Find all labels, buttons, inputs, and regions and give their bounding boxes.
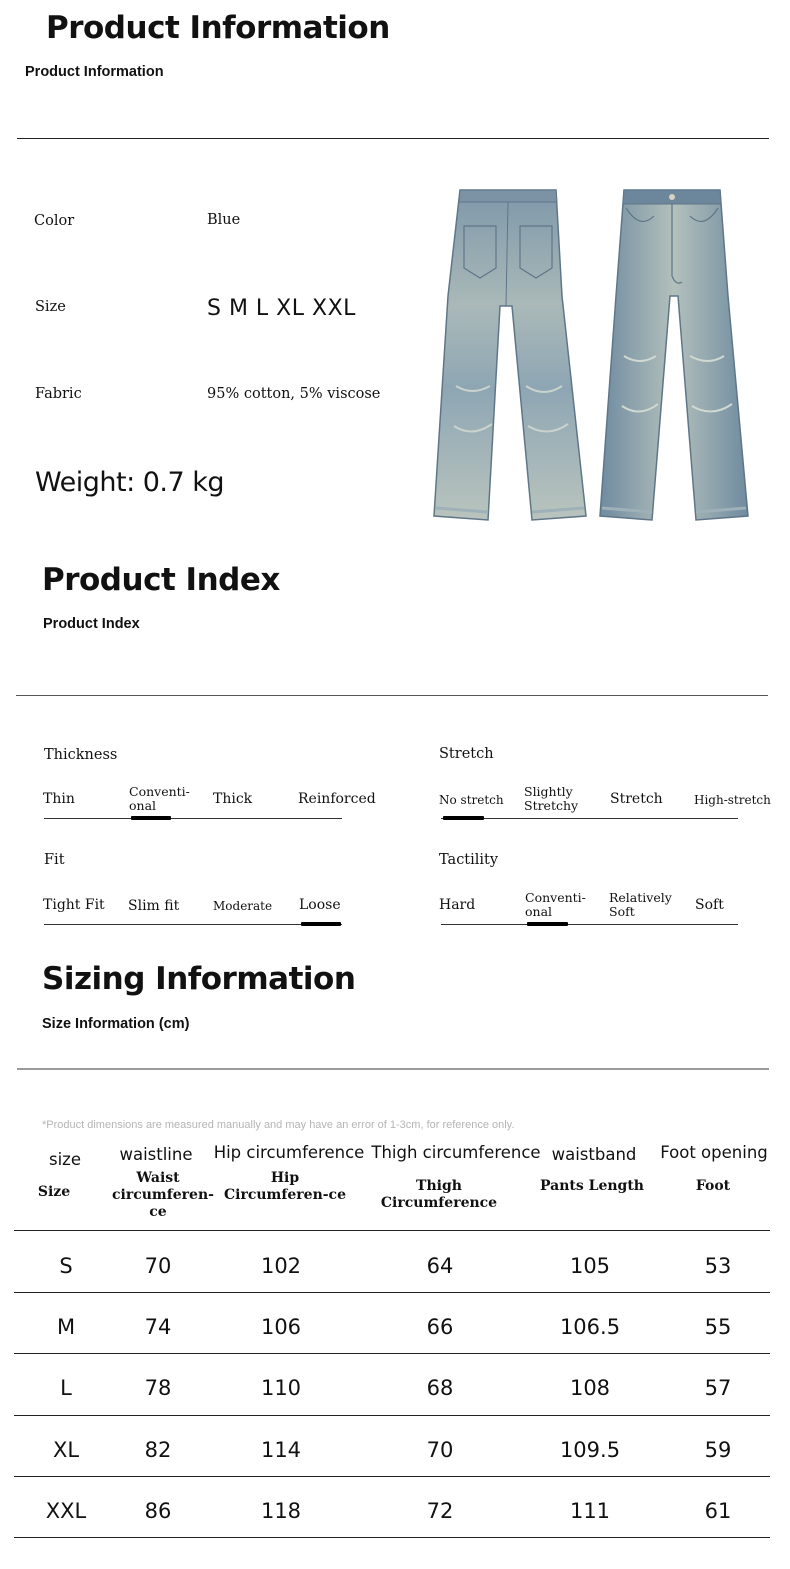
thickness-label: Thickness xyxy=(44,747,118,763)
row-divider xyxy=(14,1415,770,1416)
cell-waist: 74 xyxy=(144,1315,172,1340)
thickness-option-conventional: Conventi-onal xyxy=(129,784,190,813)
product-information-title: Product Information xyxy=(46,10,390,46)
subheader-thigh: Thigh Circumference xyxy=(380,1178,498,1211)
subheader-pants-length: Pants Length xyxy=(540,1178,644,1194)
product-information-subtitle: Product Information xyxy=(25,64,164,80)
cell-size: L xyxy=(60,1376,72,1401)
cell-waist: 70 xyxy=(144,1254,172,1278)
row-divider xyxy=(14,1537,770,1538)
cell-size: S xyxy=(59,1254,73,1278)
fit-label: Fit xyxy=(44,852,65,868)
cell-pants-length: 106.5 xyxy=(559,1315,621,1340)
section-divider xyxy=(17,138,769,139)
stretch-option-slightly-stretchy: Slightly Stretchy xyxy=(524,784,579,813)
tactility-selected-marker xyxy=(527,922,568,926)
stretch-option-no-stretch: No stretch xyxy=(439,793,504,807)
tactility-option-hard: Hard xyxy=(439,897,476,913)
header-hip-circumference: Hip circumference xyxy=(213,1143,365,1162)
cell-hip: 110 xyxy=(260,1376,302,1401)
cell-waist: 86 xyxy=(144,1498,172,1523)
cell-foot: 59 xyxy=(704,1437,732,1462)
section-divider xyxy=(17,1068,769,1070)
cell-pants-length: 109.5 xyxy=(559,1437,621,1462)
header-waistband: waistband xyxy=(551,1145,637,1164)
stretch-scale xyxy=(441,818,738,819)
sizing-information-title: Sizing Information xyxy=(42,961,356,997)
row-divider xyxy=(14,1476,770,1477)
cell-thigh: 72 xyxy=(426,1498,454,1523)
tactility-label: Tactility xyxy=(439,852,499,868)
thickness-option-thin: Thin xyxy=(43,791,75,807)
cell-size: XL xyxy=(52,1437,80,1462)
tactility-option-relatively-soft: Relatively Soft xyxy=(609,890,672,919)
cell-pants-length: 111 xyxy=(569,1498,611,1523)
fabric-label: Fabric xyxy=(35,386,82,402)
cell-thigh: 70 xyxy=(426,1437,454,1462)
cell-waist: 82 xyxy=(144,1437,172,1462)
cell-foot: 55 xyxy=(704,1315,732,1340)
header-waistline: waistline xyxy=(119,1145,193,1164)
fit-selected-marker xyxy=(301,922,341,926)
header-size: size xyxy=(49,1150,81,1169)
subheader-hip: Hip Circumferen-ce xyxy=(224,1170,346,1203)
cell-foot: 57 xyxy=(704,1376,732,1401)
cell-waist: 78 xyxy=(144,1376,172,1401)
row-divider xyxy=(14,1353,770,1354)
jeans-front-icon xyxy=(600,190,748,520)
weight-text: Weight: 0.7 kg xyxy=(35,467,225,498)
cell-size: M xyxy=(56,1315,76,1340)
stretch-label: Stretch xyxy=(439,746,494,762)
sizing-information-subtitle: Size Information (cm) xyxy=(42,1016,190,1032)
section-divider xyxy=(16,695,768,696)
tactility-scale xyxy=(441,924,738,925)
thickness-scale xyxy=(44,818,342,819)
tactility-option-conventional: Conventi-onal xyxy=(525,890,586,919)
subheader-waist: Waist circumferen-ce xyxy=(112,1170,214,1220)
cell-hip: 102 xyxy=(260,1254,302,1278)
cell-pants-length: 108 xyxy=(569,1376,611,1401)
product-index-title: Product Index xyxy=(42,562,280,598)
cell-hip: 114 xyxy=(260,1437,302,1462)
thickness-option-reinforced: Reinforced xyxy=(298,791,376,807)
size-label: Size xyxy=(35,299,66,315)
subheader-foot: Foot xyxy=(695,1178,731,1194)
cell-hip: 118 xyxy=(260,1498,302,1523)
table-divider xyxy=(14,1230,770,1231)
cell-thigh: 64 xyxy=(426,1254,454,1278)
subheader-size: Size xyxy=(37,1184,71,1200)
stretch-selected-marker xyxy=(443,816,484,820)
cell-foot: 61 xyxy=(704,1498,732,1523)
cell-thigh: 68 xyxy=(426,1376,454,1401)
header-thigh-circumference: Thigh circumference xyxy=(371,1143,541,1162)
tactility-option-soft: Soft xyxy=(695,897,724,913)
color-label: Color xyxy=(34,213,75,229)
cell-thigh: 66 xyxy=(426,1315,454,1340)
fit-option-loose: Loose xyxy=(299,897,341,913)
thickness-selected-marker xyxy=(131,816,171,820)
color-value: Blue xyxy=(207,212,241,228)
size-value: S M L XL XXL xyxy=(207,296,356,321)
header-foot-opening: Foot opening xyxy=(660,1143,768,1162)
jeans-back-and-front-icon xyxy=(428,186,754,526)
cell-foot: 53 xyxy=(704,1254,732,1278)
fit-option-tight-fit: Tight Fit xyxy=(43,897,105,913)
fit-scale xyxy=(44,924,342,925)
fabric-value: 95% cotton, 5% viscose xyxy=(207,386,381,402)
product-index-subtitle: Product Index xyxy=(43,616,140,632)
cell-size: XXL xyxy=(45,1498,87,1523)
thickness-option-thick: Thick xyxy=(213,791,253,807)
fit-option-slim-fit: Slim fit xyxy=(128,898,180,914)
cell-hip: 106 xyxy=(260,1315,302,1340)
fit-option-moderate: Moderate xyxy=(213,899,273,913)
jeans-back-icon xyxy=(434,190,586,520)
stretch-option-stretch: Stretch xyxy=(610,791,663,807)
row-divider xyxy=(14,1292,770,1293)
measurement-note: *Product dimensions are measured manually and may have an error of 1-3cm, for reference only. xyxy=(42,1119,515,1131)
stretch-option-high-stretch: High-stretch xyxy=(694,793,771,807)
cell-pants-length: 105 xyxy=(569,1254,611,1278)
